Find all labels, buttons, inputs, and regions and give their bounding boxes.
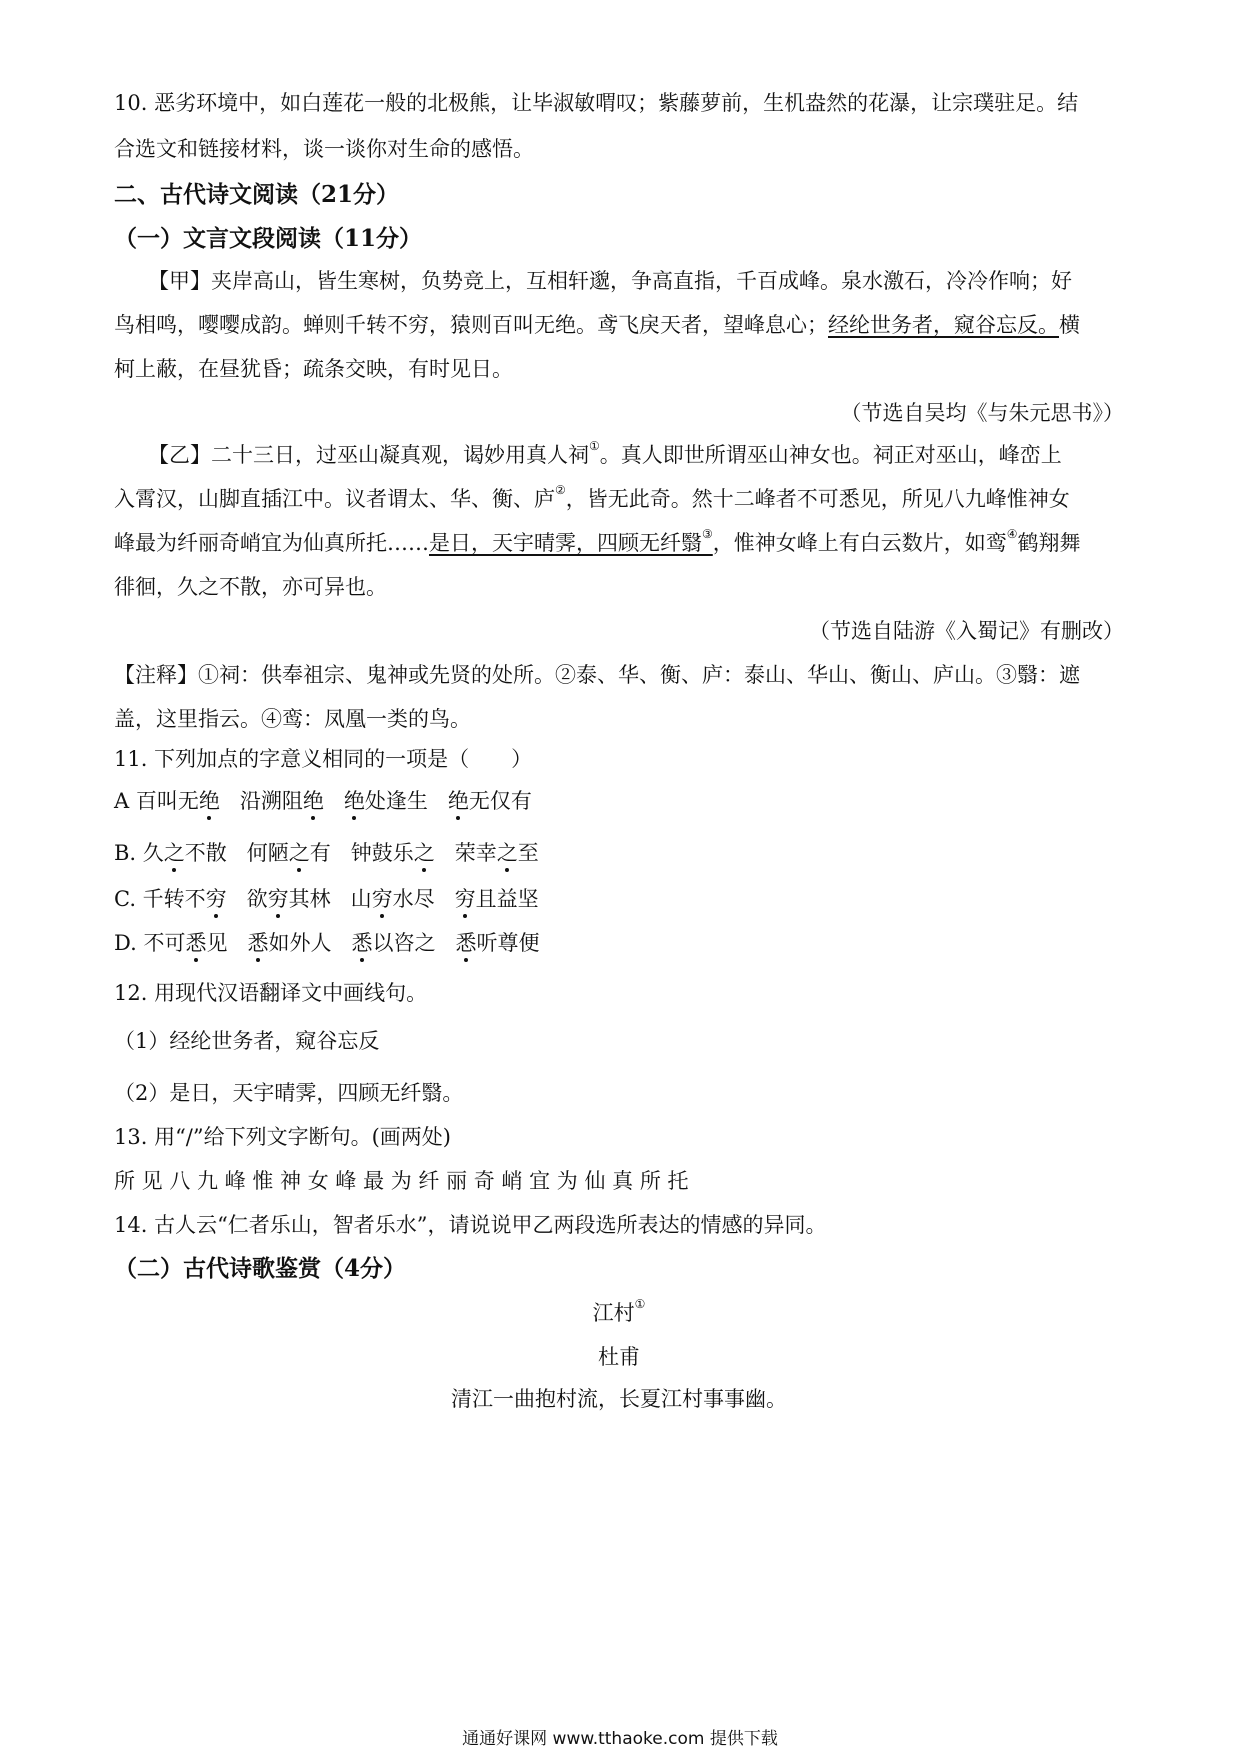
underlined-sentence-1: 经纶世务者，窥谷忘反。 (828, 313, 1059, 337)
passage-yi-line-2 (114, 484, 1124, 514)
option-phrase: 钟鼓乐之 (351, 841, 435, 865)
footnote-marker: ① (634, 1297, 646, 1311)
passage-yi-source: （节选自陆游《入蜀记》有删改） (809, 619, 1124, 643)
option-phrase: 欲穷其林 (247, 887, 331, 911)
q13-stem: 13. 用“/”给下列文字断句。(画两处) (114, 1125, 452, 1149)
emphasis-dot-char: 穷 (268, 884, 289, 914)
q12-item-2: （2）是日，天宇晴霁，四顾无纤翳。 (114, 1081, 464, 1105)
q11-option-d (114, 928, 1124, 958)
passage-jia-text: 横 (1059, 313, 1080, 337)
annotations-line-1: 【注释】①祠：供奉祖宗、鬼神或先贤的处所。②泰、华、衡、庐：泰山、华山、衡山、庐山。③翳：遮 (114, 663, 1080, 687)
emphasis-dot-char: 穷 (372, 884, 393, 914)
passage-jia-text: 鸟相鸣，嘤嘤成韵。蝉则千转不穷，猿则百叫无绝。鸢飞戾天者，望峰息心； (114, 313, 828, 337)
emphasis-dot-char: 悉 (455, 928, 476, 958)
option-phrase: 绝无仅有 (448, 789, 532, 813)
emphasis-dot-char: 之 (497, 838, 518, 868)
underlined-sentence-2 (429, 527, 713, 555)
q12-stem: 12. 用现代汉语翻译文中画线句。 (114, 981, 428, 1005)
emphasis-dot-char: 悉 (351, 928, 372, 958)
emphasis-dot-char: 绝 (199, 786, 220, 816)
q10-line-1: 10. 恶劣环境中，如白莲花一般的北极熊，让毕淑敏喟叹；紫藤萝前，生机盎然的花瀑，让宗璞驻足。结 (114, 91, 1079, 115)
poem-title-text: 江村 (592, 1301, 635, 1325)
section-2-heading: 二、古代诗文阅读（21分） (114, 181, 400, 208)
subsection-1-heading: （一）文言文段阅读（11分） (114, 225, 423, 252)
option-phrase: 荣幸之至 (455, 841, 539, 865)
passage-jia-source: （节选自吴均《与朱元思书》） (840, 401, 1124, 425)
q11-stem: 11. 下列加点的字意义相同的一项是（ ） (114, 747, 533, 771)
footnote-marker: ③ (702, 527, 713, 541)
emphasis-dot-char: 绝 (303, 786, 324, 816)
passage-yi-text: ，惟神女峰上有白云数片，如鸾 (712, 531, 1007, 555)
option-phrase: 久之不散 (143, 841, 227, 865)
option-phrase: 悉听尊便 (455, 931, 539, 955)
option-phrase: 沿溯阻绝 (240, 789, 324, 813)
passage-yi-line-1 (114, 440, 1124, 470)
annotations-line-2: 盖，这里指云。④鸾：凤凰一类的鸟。 (114, 707, 471, 731)
emphasis-dot-char: 悉 (185, 928, 206, 958)
emphasis-dot-char: 绝 (344, 786, 365, 816)
option-phrase: 穷且益坚 (455, 887, 539, 911)
passage-yi-text: 【乙】二十三日，过巫山凝真观，谒妙用真人祠 (148, 443, 589, 467)
option-phrase: 悉如外人 (247, 931, 331, 955)
q11-option-c (114, 884, 1124, 914)
passage-yi-text: 鹤翔舞 (1017, 531, 1081, 555)
passage-yi-text: 。真人即世所谓巫山神女也。祠正对巫山，峰峦上 (599, 443, 1062, 467)
emphasis-dot-char: 悉 (247, 928, 268, 958)
q11-option-a (114, 786, 1124, 816)
emphasis-dot-char: 穷 (206, 884, 227, 914)
q12-item-1: （1）经纶世务者，窥谷忘反 (114, 1029, 380, 1053)
q13-text: 所 见 八 九 峰 惟 神 女 峰 最 为 纤 丽 奇 峭 宜 为 仙 真 所 托 (114, 1169, 689, 1193)
footnote-marker: ④ (1006, 527, 1018, 541)
option-phrase: 悉以咨之 (351, 931, 435, 955)
poem-title (114, 1298, 1124, 1328)
underlined-text: 是日，天宇晴霁，四顾无纤翳 (429, 531, 702, 555)
option-phrase: 百叫无绝 (136, 789, 220, 813)
subsection-2-heading: （二）古代诗歌鉴赏（4分） (114, 1255, 407, 1282)
passage-yi-line-3 (114, 528, 1124, 558)
q11-option-b (114, 838, 1124, 868)
option-phrase: 何陋之有 (247, 841, 331, 865)
footnote-marker: ② (555, 483, 566, 497)
emphasis-dot-char: 之 (414, 838, 435, 868)
emphasis-dot-char: 绝 (448, 786, 469, 816)
q10-line-2: 合选文和链接材料，谈一谈你对生命的感悟。 (114, 137, 534, 161)
poem-author: 杜甫 (598, 1345, 640, 1369)
emphasis-dot-char: 之 (164, 838, 185, 868)
passage-jia-line-1: 【甲】夹岸高山，皆生寒树，负势竞上，互相轩邈，争高直指，千百成峰。泉水激石，冷冷作响；好 (148, 269, 1072, 293)
page-footer: 通通好课网 www.tthaoke.com 提供下载 (462, 1729, 778, 1749)
passage-yi-text: ，皆无此奇。然十二峰者不可悉见，所见八九峰惟神女 (565, 487, 1070, 511)
passage-jia-line-3: 柯上蔽，在昼犹昏；疏条交映，有时见日。 (114, 357, 513, 381)
poem-line-1: 清江一曲抱村流，长夏江村事事幽。 (451, 1387, 787, 1411)
footnote-marker: ① (589, 439, 600, 453)
passage-yi-text: 入霄汉，山脚直插江中。议者谓太、华、衡、庐 (114, 487, 555, 511)
passage-yi-line-4: 徘徊，久之不散，亦可异也。 (114, 575, 387, 599)
option-phrase: 绝处逢生 (344, 789, 428, 813)
option-phrase: 千转不穷 (143, 887, 227, 911)
option-phrase: 山穷水尽 (351, 887, 435, 911)
emphasis-dot-char: 之 (289, 838, 310, 868)
passage-yi-text: 峰最为纤丽奇峭宜为仙真所托…… (114, 531, 429, 555)
option-letter: C. (114, 887, 143, 911)
q14-stem: 14. 古人云“仁者乐山，智者乐水”，请说说甲乙两段选所表达的情感的异同。 (114, 1213, 827, 1237)
option-letter: A (114, 789, 136, 813)
option-phrase: 不可悉见 (143, 931, 227, 955)
passage-jia-line-2 (114, 310, 1124, 340)
option-letter: B. (114, 841, 143, 865)
option-letter: D. (114, 931, 144, 955)
emphasis-dot-char: 穷 (455, 884, 476, 914)
